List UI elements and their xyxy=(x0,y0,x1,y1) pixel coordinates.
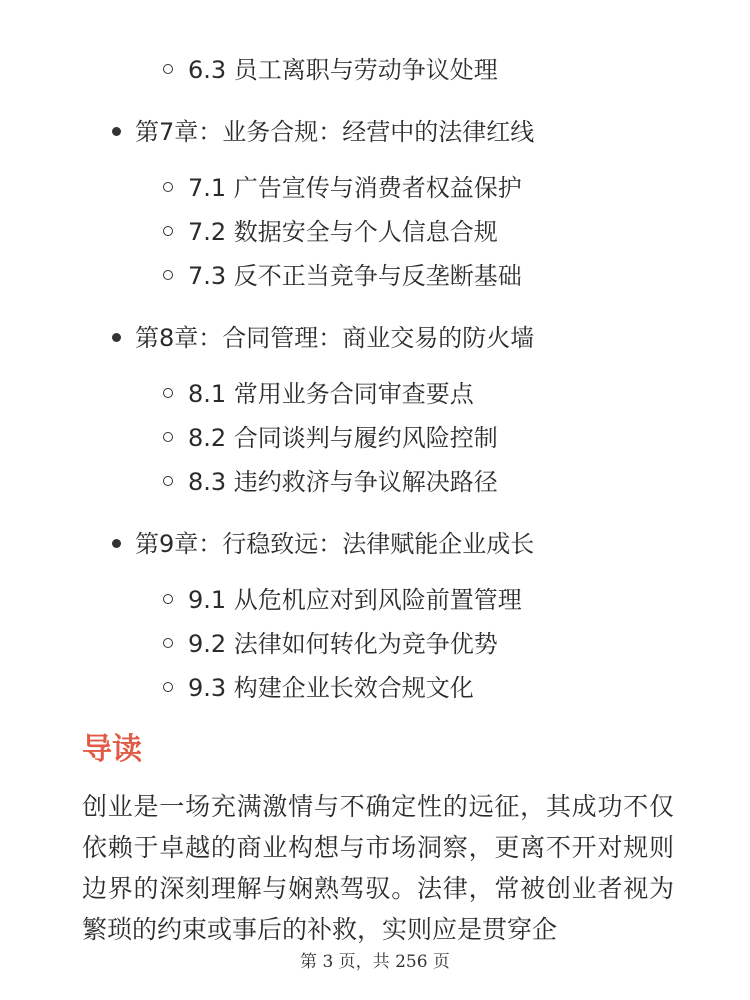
toc-section-item xyxy=(0,666,750,710)
hollow-bullet-icon xyxy=(163,226,173,236)
hollow-bullet-icon xyxy=(163,682,173,692)
toc-chapter-item xyxy=(0,106,750,158)
hollow-bullet-icon xyxy=(163,638,173,648)
intro-heading: 导读 xyxy=(82,732,142,767)
page-number-footer: 第 3 页，共 256 页 xyxy=(300,952,450,972)
toc-section-label: 7.3 反不正当竞争与反垄断基础 xyxy=(188,262,522,290)
hollow-bullet-icon xyxy=(163,388,173,398)
toc-section-item xyxy=(0,372,750,416)
filled-bullet-icon xyxy=(112,539,121,548)
filled-bullet-icon xyxy=(112,127,121,136)
table-of-contents xyxy=(0,48,750,710)
hollow-bullet-icon xyxy=(163,594,173,604)
toc-section-label: 9.3 构建企业长效合规文化 xyxy=(188,674,474,702)
toc-section-item xyxy=(0,578,750,622)
toc-chapter-item xyxy=(0,312,750,364)
filled-bullet-icon xyxy=(112,333,121,342)
toc-section-item xyxy=(0,622,750,666)
toc-section-label: 6.3 员工离职与劳动争议处理 xyxy=(188,56,498,84)
toc-section-item xyxy=(0,254,750,298)
toc-section-item xyxy=(0,48,750,92)
toc-section-label: 9.1 从危机应对到风险前置管理 xyxy=(188,586,522,614)
toc-chapter-label: 第7章：业务合规：经营中的法律红线 xyxy=(135,118,535,146)
hollow-bullet-icon xyxy=(163,432,173,442)
toc-section-item xyxy=(0,210,750,254)
toc-chapter-label: 第8章：合同管理：商业交易的防火墙 xyxy=(135,324,535,352)
intro-paragraph: 创业是一场充满激情与不确定性的远征，其成功不仅依赖于卓越的商业构想与市场洞察，更离不开对规则边界的深刻理解与娴熟驾驭。法律，常被创业者视为繁琐的约束或事后的补救，实则应是贯穿企 xyxy=(82,792,674,944)
hollow-bullet-icon xyxy=(163,476,173,486)
toc-section-label: 7.1 广告宣传与消费者权益保护 xyxy=(188,174,522,202)
toc-section-label: 8.3 违约救济与争议解决路径 xyxy=(188,468,498,496)
toc-section-label: 9.2 法律如何转化为竞争优势 xyxy=(188,630,498,658)
toc-section-label: 7.2 数据安全与个人信息合规 xyxy=(188,218,498,246)
toc-section-label: 8.1 常用业务合同审查要点 xyxy=(188,380,474,408)
toc-section-label: 8.2 合同谈判与履约风险控制 xyxy=(188,424,498,452)
hollow-bullet-icon xyxy=(163,270,173,280)
toc-section-item xyxy=(0,416,750,460)
hollow-bullet-icon xyxy=(163,182,173,192)
toc-section-item xyxy=(0,460,750,504)
toc-section-item xyxy=(0,166,750,210)
toc-chapter-label: 第9章：行稳致远：法律赋能企业成长 xyxy=(135,530,535,558)
hollow-bullet-icon xyxy=(163,64,173,74)
toc-chapter-item xyxy=(0,518,750,570)
